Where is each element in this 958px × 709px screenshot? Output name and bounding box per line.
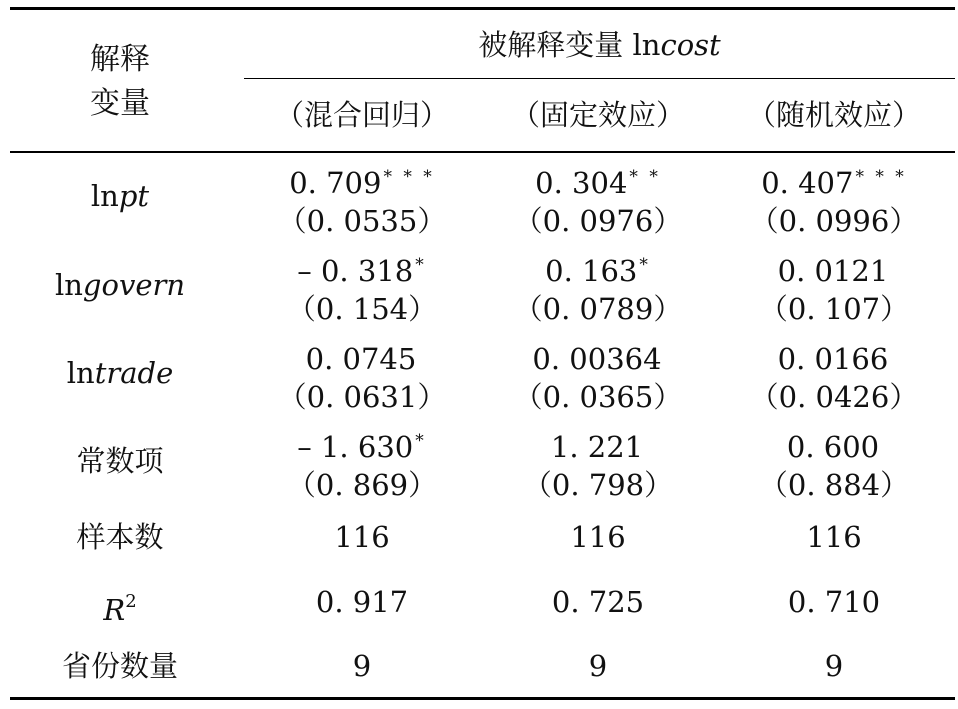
- row-label-lntrade: [30, 354, 210, 392]
- table-cell: 0. 725: [551, 585, 645, 619]
- row-label-lnpt: [30, 177, 210, 215]
- coef-value: 0. 163: [545, 254, 638, 288]
- table-cell: [480, 422, 716, 504]
- significance-stars: * *: [629, 167, 661, 187]
- row-label-r-squared: [30, 583, 210, 629]
- coef-value: 0. 709: [289, 166, 382, 200]
- significance-stars: *: [415, 255, 427, 275]
- coef-value: 0. 0745: [305, 342, 417, 376]
- table-cell: 0. 710: [787, 585, 881, 619]
- table-bottom-rule: [10, 697, 955, 700]
- coef-value: 1. 221: [550, 430, 644, 464]
- std-error: （0. 0789）: [513, 292, 683, 326]
- row-label-lngovern: [30, 266, 210, 304]
- coef-value: 0. 407: [761, 166, 854, 200]
- row-label-prefix: ln: [54, 268, 83, 302]
- significance-stars: * * *: [383, 167, 435, 187]
- table-cell: [244, 422, 480, 504]
- std-error: （0. 154）: [286, 292, 438, 326]
- row-label-prefix: ln: [66, 356, 95, 390]
- table-cell: [716, 334, 952, 416]
- std-error: （0. 869）: [286, 468, 438, 502]
- header-var-line2: 变量: [90, 86, 150, 121]
- table-cell: [244, 246, 480, 328]
- r-squared-superscript: 2: [125, 591, 137, 612]
- dependent-variable-header: [244, 26, 955, 64]
- significance-stars: *: [639, 255, 651, 275]
- table-cell: [716, 422, 952, 504]
- std-error: （0. 0631）: [277, 380, 447, 414]
- row-label-italic: pt: [118, 179, 150, 213]
- significance-stars: *: [415, 431, 427, 451]
- table-cell: 9: [824, 649, 844, 683]
- coef-value: 0. 00364: [532, 342, 662, 376]
- column-header-random: （随机效应）: [746, 98, 921, 132]
- row-label-prefix: ln: [90, 179, 119, 213]
- std-error: （0. 0996）: [749, 204, 919, 238]
- row-label-province-count: 省份数量: [61, 649, 178, 683]
- row-label-italic: govern: [82, 268, 186, 302]
- significance-stars: * * *: [855, 167, 907, 187]
- table-cell: 116: [806, 520, 862, 554]
- coef-value: 0. 304: [535, 166, 628, 200]
- row-label-sample-size: 样本数: [76, 520, 164, 554]
- coef-value: – 1. 630: [297, 430, 414, 464]
- std-error: （0. 884）: [758, 468, 910, 502]
- table-cell: [244, 334, 480, 416]
- explanatory-variable-header: [30, 38, 210, 126]
- coef-value: 0. 0121: [777, 254, 889, 288]
- coef-value: – 0. 318: [297, 254, 414, 288]
- table-cell: [716, 246, 952, 328]
- row-label-prefix: 常数项: [76, 444, 164, 478]
- table-cell: 0. 917: [315, 585, 409, 619]
- std-error: （0. 0426）: [749, 380, 919, 414]
- table-cell: [480, 334, 716, 416]
- table-cell: 116: [334, 520, 390, 554]
- table-cell: [716, 158, 952, 240]
- header-var-line1: 解释: [90, 42, 150, 77]
- header-mid-rule: [244, 78, 955, 79]
- table-cell: [244, 158, 480, 240]
- std-error: （0. 798）: [522, 468, 674, 502]
- dep-var-italic: cost: [660, 28, 721, 62]
- table-cell: 9: [588, 649, 608, 683]
- std-error: （0. 0976）: [513, 204, 683, 238]
- table-cell: [480, 158, 716, 240]
- r-squared-base: R: [103, 593, 126, 627]
- std-error: （0. 0365）: [513, 380, 683, 414]
- table-cell: [480, 246, 716, 328]
- column-header-pooled: （混合回归）: [274, 98, 449, 132]
- header-bottom-rule: [10, 151, 955, 153]
- std-error: （0. 107）: [758, 292, 910, 326]
- table-cell: 116: [570, 520, 626, 554]
- dep-var-prefix: 被解释变量 ln: [478, 28, 661, 62]
- table-cell: 9: [352, 649, 372, 683]
- row-label-constant: [30, 442, 210, 480]
- row-label-italic: trade: [94, 356, 174, 390]
- std-error: （0. 0535）: [277, 204, 447, 238]
- coef-value: 0. 600: [786, 430, 880, 464]
- table-top-rule: [10, 7, 955, 10]
- coef-value: 0. 0166: [777, 342, 889, 376]
- column-header-fixed: （固定效应）: [510, 98, 685, 132]
